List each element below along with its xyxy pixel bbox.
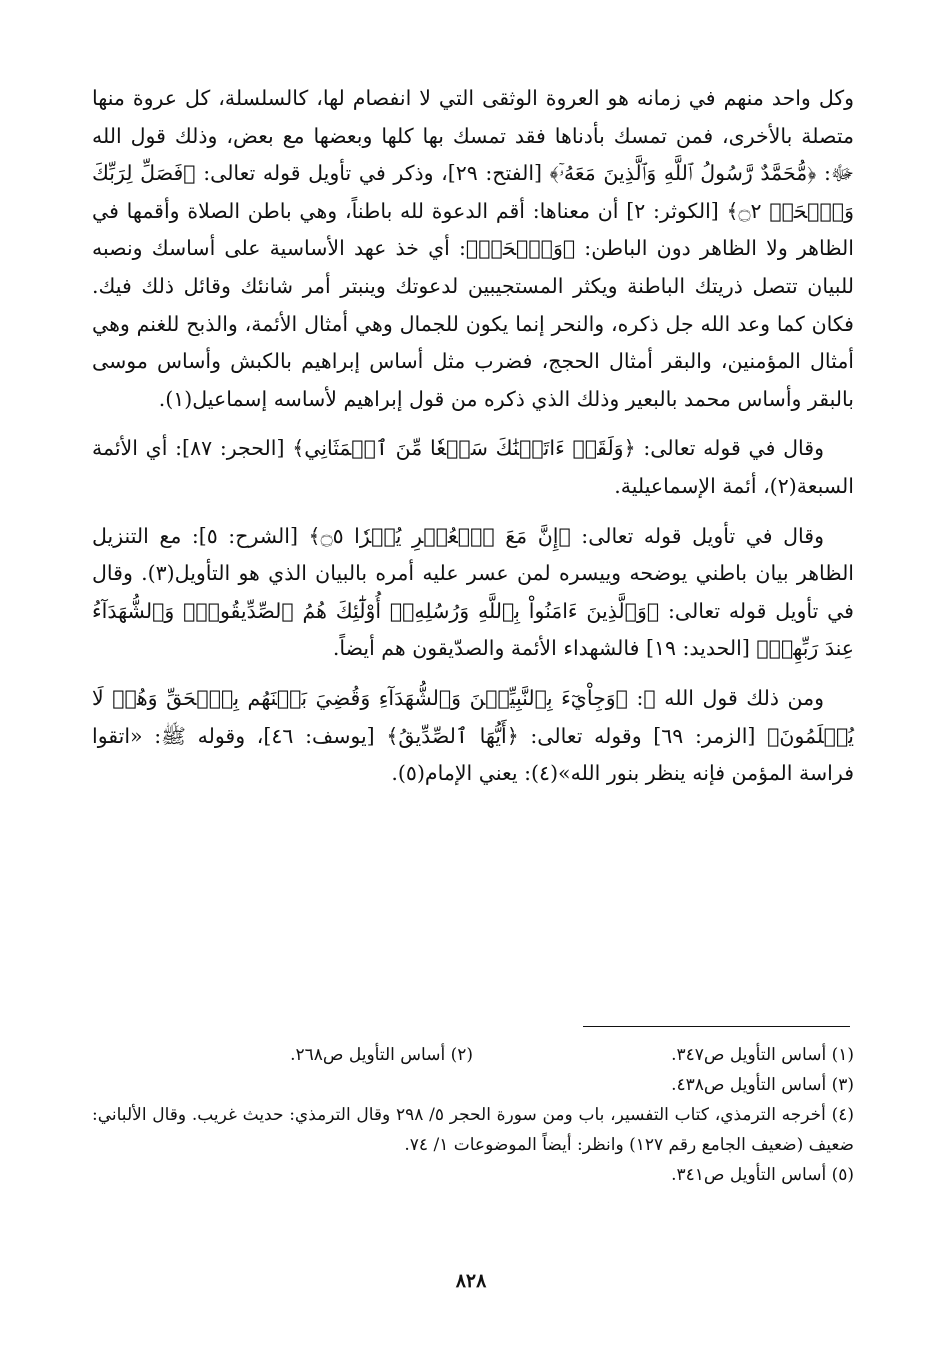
footnotes	[92, 1040, 854, 1190]
main-text	[92, 80, 854, 793]
footnote-5: (٥) أساس التأويل ص٣٤١.	[671, 1165, 854, 1185]
footnote-3: (٣) أساس التأويل ص٤٣٨.	[671, 1075, 854, 1095]
footnote-row	[92, 1040, 854, 1070]
footnote-2: (٢) أساس التأويل ص٢٦٨.	[290, 1045, 473, 1065]
footnote-4: (٤) أخرجه الترمذي، كتاب التفسير، باب ومن سورة الحجر ٥/ ٢٩٨ وقال الترمذي: حديث غريب. وقال الألباني: ضعيف (ضعيف الجامع رقم ١٢٧) وانظر: أيضاً الموضوعات ١/ ٧٤.	[92, 1105, 855, 1155]
paragraph-2: وقال في قوله تعالى: ﴿وَلَقَدۡ ءَاتَيۡنَٰكَ سَبۡعٗا مِّنَ ٱلۡمَثَانِي﴾ [الحجر: ٨٧]: أي الأئمة السبعة(٢)، أئمة الإسماعيلية.	[92, 436, 854, 498]
paragraph-1: وكل واحد منهم في زمانه هو العروة الوثقى التي لا انفصام لها، كالسلسلة، كل عروة منها متصلة بالأخرى، فمن تمسك بأدناها فقد تمسك بها كلها وبعضها مع بعض، وذلك قول الله ﷻ: ﴿مُّحَمَّدٌ رَّسُولُ ٱللَّهِ وَٱلَّذِينَ مَعَهُۥٓ﴾ [الفتح: ٢٩]، وذكر في تأويل قوله تعالى: ﴿فَصَلِّ لِرَبِّكَ وَٱنۡحَرۡ ۝٢﴾ [الكوثر: ٢] أن معناها: أقم الدعوة لله باطناً، وهي باطن الصلاة وأقمها في الظاهر ولا الظاهر دون الباطن: ﴿وَٱنۡحَرۡ﴾: أي خذ عهد الأساسية على أساسك ونصبه للبيان تتصل ذريتك الباطنة ويكثر المستجيبين لدعوتك وينبتر أمر شانئك وقائل ذلك فيك. فكان كما وعد الله جل ذكره، والنحر إنما يكون للجمال وهي أمثال الأئمة، والذبح للغنم وهي أمثال المؤمنين، والبقر أمثال الحجج، فضرب مثل أساس إبراهيم بالكبش وأساس موسى بالبقر وأساس محمد بالبعير وذلك الذي ذكره من قول إبراهيم لأساسه إسماعيل(١).	[92, 86, 855, 411]
footnote-1: (١) أساس التأويل ص٣٤٧.	[671, 1045, 854, 1065]
paragraph-4: ومن ذلك قول الله ﷻ: ﴿وَجِاْيٓءَ بِٱلنَّبِيِّـۧنَ وَٱلشُّهَدَآءِ وَقُضِيَ بَيۡنَهُم بِٱلۡحَقِّ وَهُمۡ لَا يُظۡلَمُونَ﴾ [الزمر: ٦٩] وقوله تعالى: ﴿أَيُّهَا ٱلصِّدِّيقُ﴾ [يوسف: ٤٦]، وقوله ﷺ: «اتقوا فراسة المؤمن فإنه ينظر بنور الله»(٤): يعني الإمام(٥).	[92, 685, 854, 786]
page-number: ٨٢٨	[455, 1270, 487, 1292]
paragraph-3: وقال في تأويل قوله تعالى: ﴿إِنَّ مَعَ ٱلۡعُسۡرِ يُسۡرٗا ۝٥﴾ [الشرح: ٥]: مع التنزيل الظاهر بيان باطني يوضحه وييسره لمن عسر عليه أمره بالبيان الذي هو التأويل(٣). وقال في تأويل قوله تعالى: ﴿وَٱلَّذِينَ ءَامَنُواْ بِٱللَّهِ وَرُسُلِهِۦٓ أُوْلَٰٓئِكَ هُمُ ٱلصِّدِّيقُونَۖ وَٱلشُّهَدَآءُ عِندَ رَبِّهِمۡ﴾ [الحديد: ١٩] فالشهداء الأئمة والصدّيقون هم أيضاً.	[92, 523, 855, 661]
footnote-divider	[583, 1026, 850, 1027]
